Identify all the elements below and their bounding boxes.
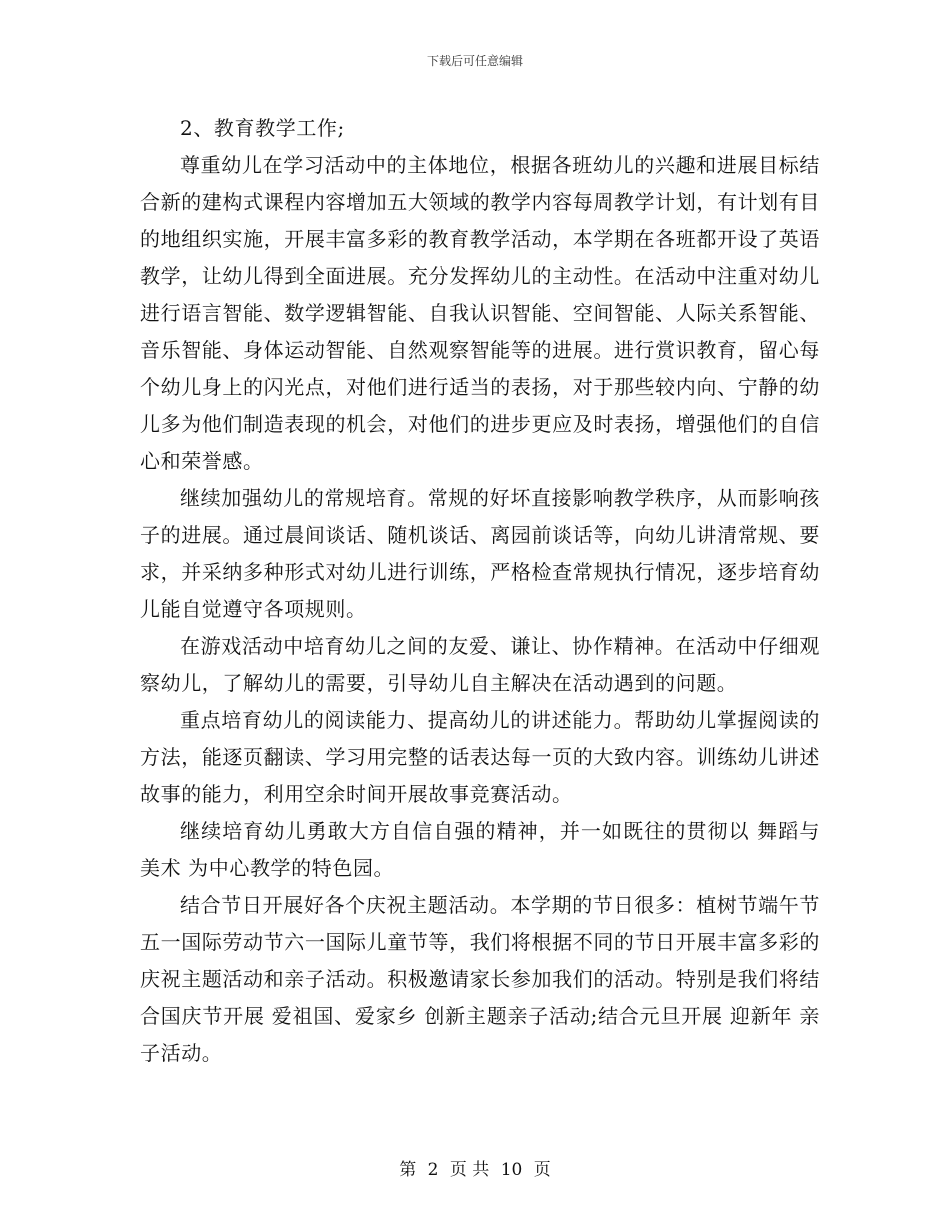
footer-middle: 页 共 <box>449 1160 490 1180</box>
paragraph-reading-ability: 重点培育幼儿的阅读能力、提高幼儿的讲述能力。帮助幼儿掌握阅读的方法，能逐页翻读、学习用完整的话表达每一页的大致内容。训练幼儿讲述故事的能力，利用空余时间开展故事竞赛活动。 <box>140 708 820 806</box>
footer-current-page: 2 <box>427 1160 439 1180</box>
paragraph-game-activities: 在游戏活动中培育幼儿之间的友爱、谦让、协作精神。在活动中仔细观察幼儿，了解幼儿的需要，引导幼儿自主解决在活动遇到的问题。 <box>140 634 820 695</box>
paragraph-festival-activities: 结合节日开展好各个庆祝主题活动。本学期的节日很多：植树节端午节五一国际劳动节六一国际儿童节等，我们将根据不同的节日开展丰富多彩的庆祝主题活动和亲子活动。积极邀请家长参加我们的活动。特别是我们将结合国庆节开展 爱祖国、爱家乡 创新主题亲子活动;结合元旦开展 迎新年 亲子活动。 <box>140 893 820 1065</box>
paragraph-routine-training: 继续加强幼儿的常规培育。常规的好坏直接影响教学秩序，从而影响孩子的进展。通过晨间谈话、随机谈话、离园前谈话等，向幼儿讲清常规、要求，并采纳多种形式对幼儿进行训练，严格检查常规执行情况，逐步培育幼儿能自觉遵守各项规则。 <box>140 486 820 621</box>
page-header-note: 下载后可任意编辑 <box>426 54 523 68</box>
footer-suffix: 页 <box>533 1160 551 1180</box>
section-heading: 2、教育教学工作; <box>180 116 345 140</box>
document-body <box>140 110 820 1072</box>
footer-prefix: 第 <box>399 1160 417 1180</box>
footer-total-pages: 10 <box>500 1160 523 1180</box>
paragraph-confidence-spirit: 继续培育幼儿勇敢大方自信自强的精神，并一如既往的贯彻以 舞蹈与美术 为中心教学的特色园。 <box>140 819 820 880</box>
paragraph-main-subject: 尊重幼儿在学习活动中的主体地位，根据各班幼儿的兴趣和进展目标结合新的建构式课程内容增加五大领域的教学内容每周教学计划，有计划有目的地组织实施，开展丰富多彩的教育教学活动，本学期在各班都开设了英语教学，让幼儿得到全面进展。充分发挥幼儿的主动性。在活动中注重对幼儿进行语言智能、数学逻辑智能、自我认识智能、空间智能、人际关系智能、音乐智能、身体运动智能、自然观察智能等的进展。进行赏识教育，留心每个幼儿身上的闪光点，对他们进行适当的表扬，对于那些较内向、宁静的幼儿多为他们制造表现的机会，对他们的进步更应及时表扬，增强他们的自信心和荣誉感。 <box>140 153 820 473</box>
page-number-footer <box>0 1155 950 1180</box>
